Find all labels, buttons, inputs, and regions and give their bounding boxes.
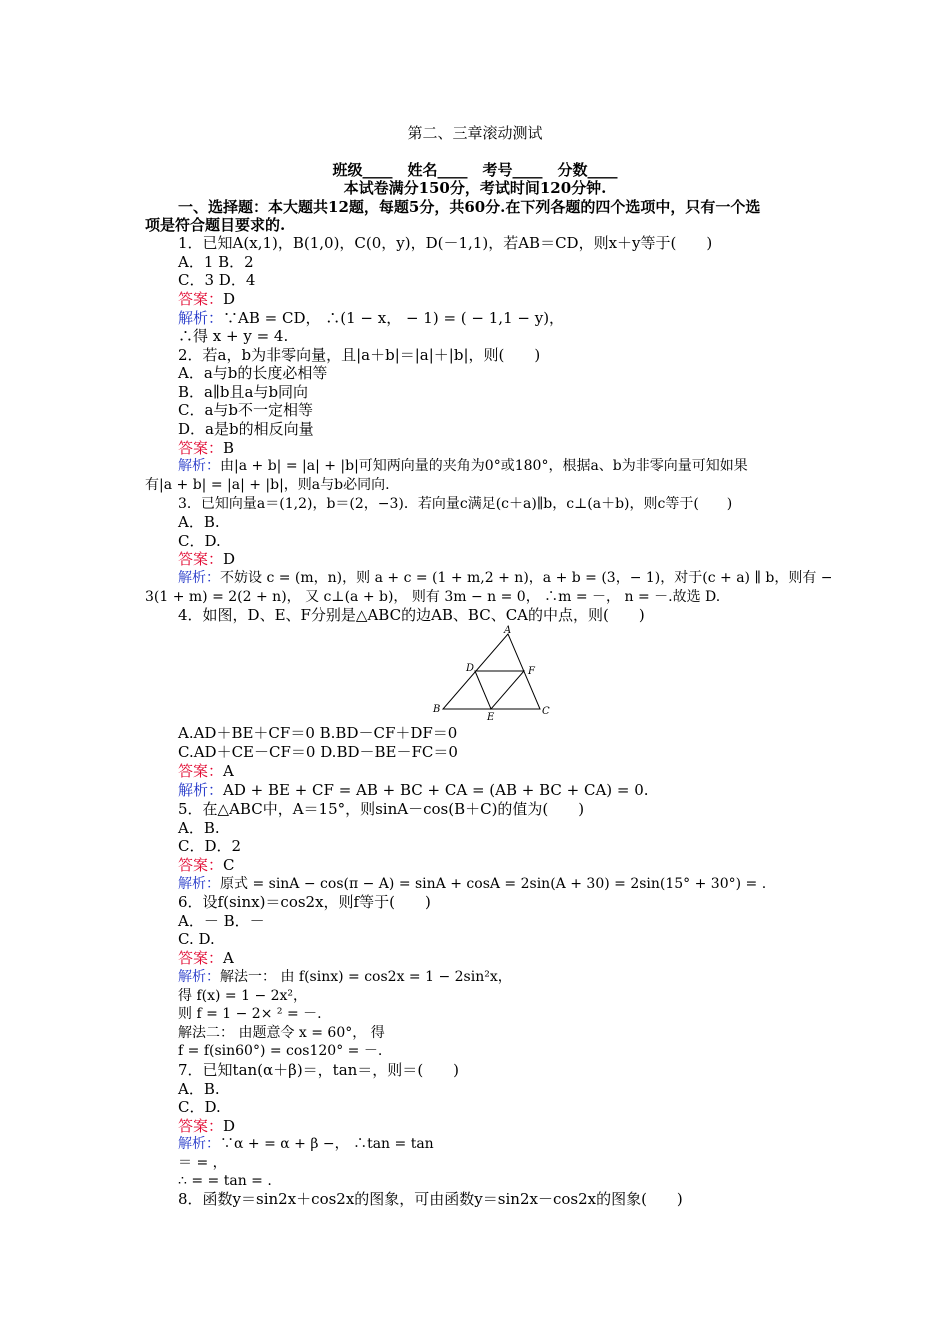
q7-options-cd: C．D. <box>178 1098 221 1116</box>
q1-answer <box>178 290 235 308</box>
q1-answer-value: D <box>223 290 236 308</box>
q8-stem: 8．函数y＝sin2x＋cos2x的图象，可由函数y＝sin2x－cos2x的图象( ) <box>178 1190 683 1208</box>
q7-options-ab: A．B. <box>178 1080 220 1098</box>
q3-options-cd: C．D. <box>178 532 221 550</box>
q7-analysis <box>178 1135 434 1153</box>
q6-analysis-text-2: 得 f(x) = 1 − 2x²， <box>178 988 308 1004</box>
q2-option-a: A．a与b的长度必相等 <box>178 364 328 382</box>
q3-answer <box>178 550 235 568</box>
q4-stem: 4．如图，D、E、F分别是△ABC的边AB、BC、CA的中点，则( ) <box>178 606 645 624</box>
answer-label: 答案： <box>178 439 224 457</box>
q7-stem: 7．已知tan(α＋β)＝，tan＝，则＝( ) <box>178 1061 460 1079</box>
q1-stem: 1．已知A(x,1)，B(1,0)，C(0，y)，D(－1,1)，若AB＝CD，则x＋y等于( ) <box>178 234 713 252</box>
q4-options-cd: C.AD＋CE－CF＝0 D.BD－BE－FC＝0 <box>178 743 458 761</box>
q2-option-b: B．a∥b且a与b同向 <box>178 383 309 401</box>
q4-answer <box>178 762 234 780</box>
answer-label: 答案： <box>178 949 224 967</box>
vertex-label-c: C <box>542 706 550 717</box>
student-info-line: 班级____ 姓名____ 考号____ 分数____ <box>332 161 618 179</box>
answer-label: 答案： <box>178 762 224 780</box>
analysis-label: 解析： <box>178 570 220 586</box>
q5-options-cd: C．D．2 <box>178 837 242 855</box>
q4-options-ab: A.AD＋BE＋CF＝0 B.BD－CF＋DF＝0 <box>178 724 458 742</box>
q5-answer <box>178 856 235 874</box>
q6-analysis <box>178 968 512 986</box>
q6-answer <box>178 949 234 967</box>
analysis-label: 解析： <box>178 876 220 892</box>
q3-options-ab: A．B. <box>178 513 220 531</box>
q2-answer <box>178 439 234 457</box>
q7-analysis-text-2: ＝ = ， <box>178 1155 227 1171</box>
analysis-label: 解析： <box>178 969 220 985</box>
medial-triangle-def <box>475 671 524 709</box>
q4-answer-value: A <box>223 762 234 780</box>
q1-options-ab: A．1 B．2 <box>178 253 254 271</box>
q6-analysis-text-1: 解法一： 由 f(sinx) = cos2x = 1 − 2sin²x， <box>220 969 512 985</box>
q7-answer <box>178 1117 235 1135</box>
q6-answer-value: A <box>223 949 234 967</box>
q6-analysis-text-5: f = f(sin60°) = cos120° = －. <box>178 1043 383 1059</box>
answer-label: 答案： <box>178 856 224 874</box>
triangle-figure <box>430 624 555 722</box>
q3-analysis <box>178 569 833 587</box>
q6-options-ab: A．－ B．－ <box>178 912 265 930</box>
q1-analysis <box>178 309 564 327</box>
q2-analysis <box>178 457 748 475</box>
q5-analysis-text-1: 原式 = sinA − cos(π − A) = sinA + cosA = 2sin(A + 30) = 2sin(15° + 30°) = . <box>220 876 767 892</box>
analysis-label: 解析： <box>178 458 220 474</box>
q3-analysis-text-1: 不妨设 c = (m，n)，则 a + c = (1 + m,2 + n)，a + b = (3，− 1)，对于(c + a) ∥ b，则有 − <box>220 570 833 586</box>
q6-analysis-text-4: 解法二： 由题意令 x = 60°， 得 <box>178 1025 385 1041</box>
q6-options-cd: C. D. <box>178 930 215 948</box>
q1-options-cd: C．3 D．4 <box>178 271 256 289</box>
answer-label: 答案： <box>178 1117 224 1135</box>
q7-analysis-text-3: ∴ = = tan = . <box>178 1173 272 1189</box>
vertex-label-d: D <box>466 663 475 674</box>
q4-analysis <box>178 781 649 799</box>
answer-label: 答案： <box>178 290 224 308</box>
q3-analysis-text-2: 3(1 + m) = 2(2 + n)， 又 c⊥(a + b)， 则有 3m − n = 0， ∴m = －， n = －.故选 D. <box>145 589 721 605</box>
q1-analysis-text-2: ∴得 x + y = 4. <box>178 327 289 345</box>
section-heading-line2: 项是符合题目要求的. <box>145 216 286 234</box>
q2-analysis-text-2: 有|a + b| = |a| + |b|，则a与b必同向. <box>145 477 390 493</box>
q6-stem: 6．设f(sinx)＝cos2x，则f等于( ) <box>178 893 431 911</box>
q2-analysis-text-1: 由|a + b| = |a| + |b|可知两向量的夹角为0°或180°，根据a、b为非零向量可知如果 <box>220 458 748 474</box>
q7-answer-value: D <box>223 1117 236 1135</box>
q5-analysis <box>178 875 766 893</box>
vertex-label-a: A <box>504 625 512 636</box>
analysis-label: 解析： <box>178 1136 220 1152</box>
analysis-label: 解析： <box>178 781 224 799</box>
q3-stem: 3．已知向量a＝(1,2)，b＝(2，−3)．若向量c满足(c＋a)∥b，c⊥(a＋b)，则c等于( ) <box>178 496 733 512</box>
q2-answer-value: B <box>223 439 235 457</box>
analysis-label: 解析： <box>178 309 224 327</box>
page-title: 第二、三章滚动测试 <box>407 124 543 142</box>
q7-analysis-text-1: ∵α + = α + β −， ∴tan = tan <box>220 1136 434 1152</box>
q6-analysis-text-3: 则 f = 1 − 2× ² = －. <box>178 1006 322 1022</box>
vertex-label-f: F <box>528 666 535 677</box>
q1-analysis-text-1: ∵AB = CD， ∴(1 − x， − 1) = ( − 1,1 − y)， <box>223 309 565 327</box>
vertex-label-b: B <box>433 704 441 715</box>
section-heading-line1: 一、选择题：本大题共12题，每题5分，共60分.在下列各题的四个选项中，只有一个选 <box>178 198 761 216</box>
q2-option-c: C．a与b不一定相等 <box>178 401 314 419</box>
vertex-label-e: E <box>487 712 495 722</box>
q5-answer-value: C <box>223 856 235 874</box>
q5-stem: 5．在△ABC中，A＝15°，则sinA－cos(B＋C)的值为( ) <box>178 800 585 818</box>
answer-label: 答案： <box>178 550 224 568</box>
q4-analysis-text-1: AD + BE + CF = AB + BC + CA = (AB + BC + CA) = 0. <box>223 781 649 799</box>
q3-answer-value: D <box>223 550 236 568</box>
q5-options-ab: A．B. <box>178 819 220 837</box>
exam-note: 本试卷满分150分，考试时间120分钟. <box>343 179 607 197</box>
q2-stem: 2．若a，b为非零向量，且|a＋b|＝|a|＋|b|，则( ) <box>178 346 541 364</box>
q2-option-d: D．a是b的相反向量 <box>178 420 314 438</box>
